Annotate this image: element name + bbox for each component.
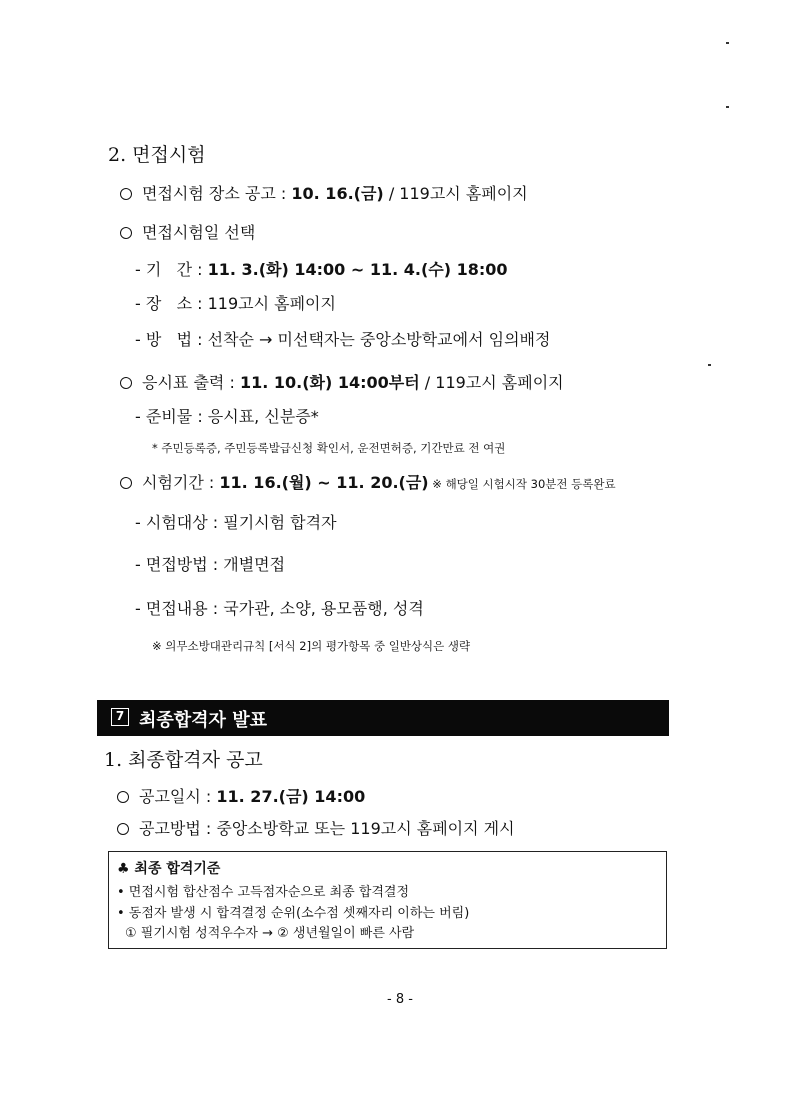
criteria-line-1: • 면접시험 합산점수 고득점자순으로 최종 합격결정	[117, 885, 410, 900]
exam-period-line	[120, 470, 616, 493]
exam-period-label: 시험기간 :	[142, 473, 220, 492]
criteria-box	[108, 851, 667, 949]
criteria-line-3: ① 필기시험 성적우수자 → ② 생년월일이 빠른 사람	[125, 926, 415, 941]
ticket-label: 응시표 출력 :	[142, 373, 240, 392]
final-date-value: 11. 27.(금) 14:00	[216, 787, 366, 806]
select-line	[120, 220, 255, 243]
ticket-rest: / 119고시 홈페이지	[419, 373, 564, 392]
period-value: 11. 3.(화) 14:00 ~ 11. 4.(수) 18:00	[207, 260, 508, 279]
section-number: 7	[111, 708, 129, 726]
exam-period-value: 11. 16.(월) ~ 11. 20.(금)	[219, 473, 429, 492]
target-line: - 시험대상 : 필기시험 합격자	[135, 513, 337, 532]
omit-note: ※ 의무소방대관리규칙 [서식 2]의 평가항목 중 일반상식은 생략	[152, 639, 471, 653]
section-title: 최종합격자 발표	[139, 710, 267, 731]
method-line: - 방 법 : 선착순 → 미선택자는 중앙소방학교에서 임의배정	[135, 330, 551, 349]
page-number: - 8 -	[387, 992, 413, 1007]
final-date-label: 공고일시 :	[139, 787, 217, 806]
circle-bullet-icon	[117, 823, 129, 835]
period-label: - 기 간 :	[135, 260, 208, 279]
interview-heading: 2. 면접시험	[108, 144, 206, 166]
ticket-value: 11. 10.(화) 14:00부터	[239, 373, 420, 392]
criteria-line-2: • 동점자 발생 시 합격결정 순위(소수점 셋째자리 이하는 버림)	[117, 906, 470, 921]
final-method-line	[117, 816, 515, 839]
circle-bullet-icon	[120, 227, 132, 239]
content-line: - 면접내용 : 국가관, 소양, 용모품행, 성격	[135, 599, 424, 618]
scan-speck	[708, 364, 711, 366]
notice-label: 면접시험 장소 공고 :	[142, 184, 292, 203]
id-note: * 주민등록증, 주민등록발급신청 확인서, 운전면허증, 기간만료 전 여권	[152, 441, 506, 455]
ticket-line	[120, 370, 564, 393]
place-line: - 장 소 : 119고시 홈페이지	[135, 294, 336, 313]
notice-rest: / 119고시 홈페이지	[383, 184, 528, 203]
circle-bullet-icon	[120, 377, 132, 389]
notice-line	[120, 181, 528, 204]
period-line	[135, 257, 508, 280]
criteria-title: ♣ 최종 합격기준	[117, 861, 221, 877]
prep-line: - 준비물 : 응시표, 신분증*	[135, 407, 319, 426]
section-7-bar	[97, 700, 669, 736]
circle-bullet-icon	[117, 791, 129, 803]
scan-speck	[726, 106, 729, 108]
notice-date: 10. 16.(금)	[291, 184, 384, 203]
final-method: 공고방법 : 중앙소방학교 또는 119고시 홈페이지 게시	[139, 819, 515, 838]
way-line: - 면접방법 : 개별면접	[135, 555, 286, 574]
scan-speck	[726, 42, 729, 44]
select-title: 면접시험일 선택	[142, 223, 256, 242]
final-heading: 1. 최종합격자 공고	[104, 749, 263, 771]
circle-bullet-icon	[120, 188, 132, 200]
circle-bullet-icon	[120, 477, 132, 489]
exam-period-note: ※ 해당일 시험시작 30분전 등록완료	[428, 477, 616, 491]
final-date-line	[117, 784, 365, 807]
